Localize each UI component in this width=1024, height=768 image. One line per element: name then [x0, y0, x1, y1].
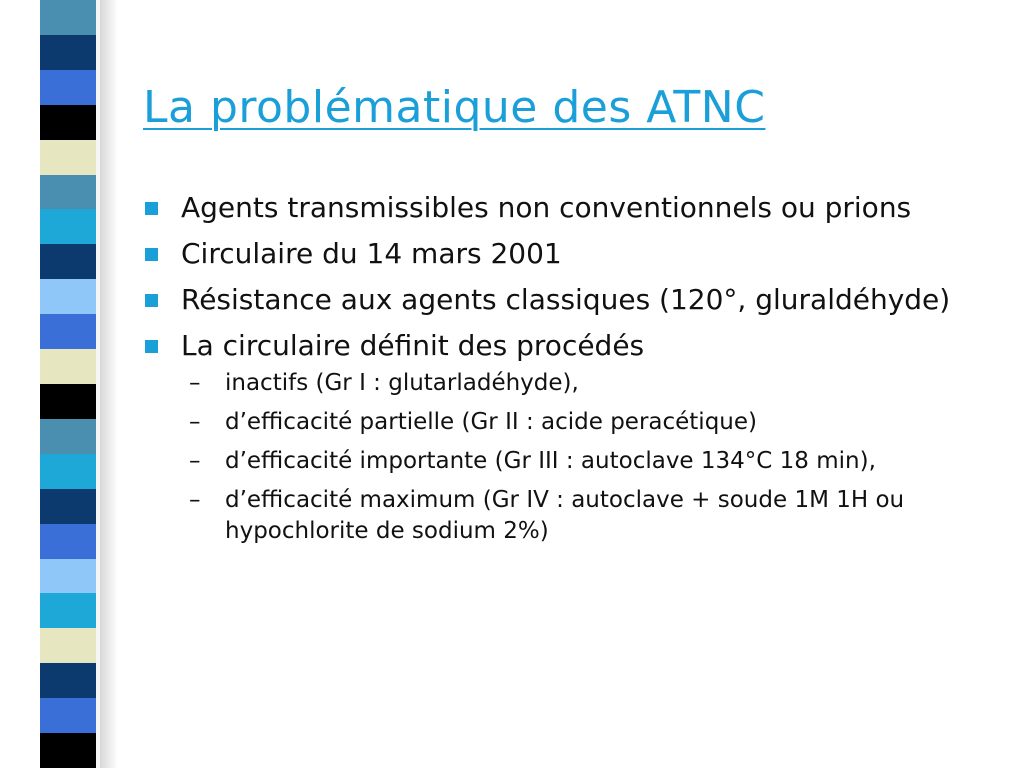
square-bullet-icon — [145, 248, 158, 261]
sub-bullet-text: d’efficacité partielle (Gr II : acide peracétique) — [225, 409, 757, 435]
stripe-cell — [40, 593, 96, 628]
decorative-stripe-column — [40, 0, 96, 768]
bullet-text: La circulaire définit des procédés — [181, 329, 645, 362]
sub-bullet-item — [181, 485, 1003, 547]
stripe-cell — [40, 244, 96, 279]
stripe-cell — [40, 524, 96, 559]
stripe-cell — [40, 628, 96, 663]
dash-bullet: – — [189, 409, 201, 435]
stripe-cell — [40, 105, 96, 140]
stripe-cell — [40, 419, 96, 454]
bullet-list — [143, 190, 1003, 547]
stripe-cell — [40, 349, 96, 384]
stripe-cell — [40, 454, 96, 489]
sub-bullet-item — [181, 368, 1003, 399]
bullet-item — [143, 236, 1003, 272]
stripe-cell — [40, 209, 96, 244]
bullet-item — [143, 190, 1003, 226]
slide-content — [143, 190, 1003, 557]
sub-bullet-list — [181, 368, 1003, 547]
stripe-cell — [40, 698, 96, 733]
stripe-cell — [40, 733, 96, 768]
sub-bullet-item — [181, 446, 1003, 477]
sub-bullet-item — [181, 407, 1003, 438]
dash-bullet: – — [189, 487, 201, 513]
square-bullet-icon — [145, 202, 158, 215]
stripe-cell — [40, 559, 96, 594]
bullet-item — [143, 282, 1003, 318]
stripe-cell — [40, 663, 96, 698]
stripe-shadow — [100, 0, 118, 768]
bullet-item — [143, 328, 1003, 547]
sub-bullet-text: inactifs (Gr I : glutarladéhyde), — [225, 370, 579, 396]
stripe-cell — [40, 35, 96, 70]
sub-bullet-text: d’efficacité importante (Gr III : autoclave 134°C 18 min), — [225, 448, 876, 474]
dash-bullet: – — [189, 448, 201, 474]
sub-bullet-text: d’efficacité maximum (Gr IV : autoclave + soude 1M 1H ou hypochlorite de sodium 2%) — [225, 487, 905, 544]
square-bullet-icon — [145, 294, 158, 307]
slide-title: La problématique des ATNC — [143, 82, 766, 133]
square-bullet-icon — [145, 340, 158, 353]
stripe-cell — [40, 0, 96, 35]
stripe-cell — [40, 140, 96, 175]
bullet-text: Agents transmissibles non conventionnels ou prions — [181, 191, 912, 224]
stripe-cell — [40, 489, 96, 524]
stripe-cell — [40, 314, 96, 349]
bullet-text: Résistance aux agents classiques (120°, gluraldéhyde) — [181, 283, 951, 316]
stripe-cell — [40, 175, 96, 210]
stripe-cell — [40, 279, 96, 314]
stripe-cell — [40, 70, 96, 105]
bullet-text: Circulaire du 14 mars 2001 — [181, 237, 562, 270]
stripe-cell — [40, 384, 96, 419]
stripe-left-edge — [0, 0, 40, 768]
dash-bullet: – — [189, 370, 201, 396]
